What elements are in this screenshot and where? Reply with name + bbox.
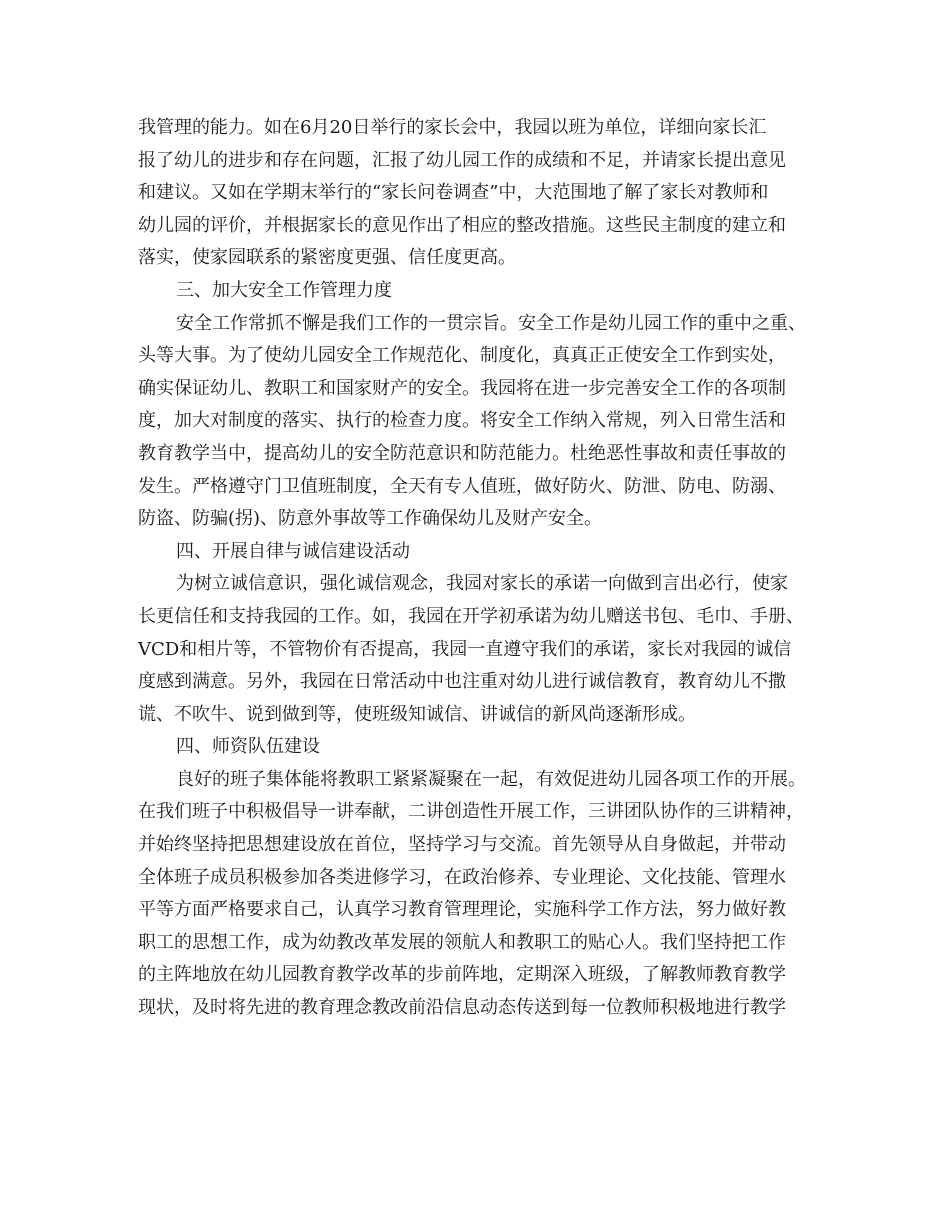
- text-line: 的主阵地放在幼儿园教育教学改革的步前阵地，定期深入班级，了解教师教育教学: [138, 964, 786, 986]
- text-line: 落实，使家园联系的紧密度更强、信任度更高。: [138, 247, 516, 269]
- text-line: 长更信任和支持我园的工作。如，我园在开学初承诺为幼儿赠送书包、毛巾、手册、: [138, 605, 804, 627]
- text-line: 平等方面严格要求自己，认真学习教育管理理论，实施科学工作方法，努力做好教: [138, 899, 786, 921]
- text-line: 安全工作常抓不懈是我们工作的一贯宗旨。安全工作是幼儿园工作的重中之重、: [176, 312, 806, 334]
- text-line: 度感到满意。另外，我园在日常活动中也注重对幼儿进行诚信教育，教育幼儿不撒: [138, 671, 786, 693]
- text-line: 幼儿园的评价，并根据家长的意见作出了相应的整改措施。这些民主制度的建立和: [138, 214, 786, 236]
- text-line: 报了幼儿的进步和存在问题，汇报了幼儿园工作的成绩和不足，并请家长提出意见: [138, 149, 786, 171]
- text-line: 为树立诚信意识，强化诚信观念，我园对家长的承诺一向做到言出必行，使家: [176, 573, 788, 595]
- document-page: [138, 112, 828, 1025]
- text-line: 头等大事。为了使幼儿园安全工作规范化、制度化，真真正正使安全工作到实处，: [138, 345, 786, 367]
- text-line: 度，加大对制度的落实、执行的检查力度。将安全工作纳入常规，列入日常生活和: [138, 410, 786, 432]
- text-line: 我管理的能力。如在6月20日举行的家长会中，我园以班为单位，详细向家长汇: [138, 117, 767, 138]
- text-line: 现状，及时将先进的教育理念教改前沿信息动态传送到每一位教师积极地进行教学: [138, 997, 786, 1019]
- text-line: 谎、不吹牛、说到做到等，使班级知诚信、讲诚信的新风尚逐渐形成。: [138, 703, 696, 725]
- text-line: 和建议。又如在学期末举行的“家长问卷调查”中，大范围地了解了家长对教师和: [138, 182, 769, 204]
- text-line: 教育教学当中，提高幼儿的安全防范意识和防范能力。杜绝恶性事故和责任事故的: [138, 442, 786, 464]
- text-line: 并始终坚持把思想建设放在首位，坚持学习与交流。首先领导从自身做起，并带动: [138, 834, 786, 856]
- text-line: 四、师资队伍建设: [176, 736, 320, 758]
- text-line: 四、开展自律与诚信建设活动: [176, 540, 410, 562]
- text-line: 良好的班子集体能将教职工紧紧凝聚在一起，有效促进幼儿园各项工作的开展。: [176, 768, 806, 790]
- text-line: 确实保证幼儿、教职工和国家财产的安全。我园将在进一步完善安全工作的各项制: [138, 377, 786, 399]
- text-line: 发生。严格遵守门卫值班制度，全天有专人值班，做好防火、防泄、防电、防溺、: [138, 475, 786, 497]
- text-line: 职工的思想工作，成为幼教改革发展的领航人和教职工的贴心人。我们坚持把工作: [138, 931, 786, 953]
- text-line: 在我们班子中积极倡导一讲奉献，二讲创造性开展工作，三讲团队协作的三讲精神，: [138, 801, 804, 823]
- text-line: 三、加大安全工作管理力度: [176, 279, 392, 301]
- text-line: 全体班子成员积极参加各类进修学习，在政治修养、专业理论、文化技能、管理水: [138, 866, 786, 888]
- text-line: 防盗、防骗(拐)、防意外事故等工作确保幼儿及财产安全。: [138, 508, 603, 530]
- text-line: VCD和相片等，不管物价有否提高，我园一直遵守我们的承诺，家长对我园的诚信: [138, 638, 792, 660]
